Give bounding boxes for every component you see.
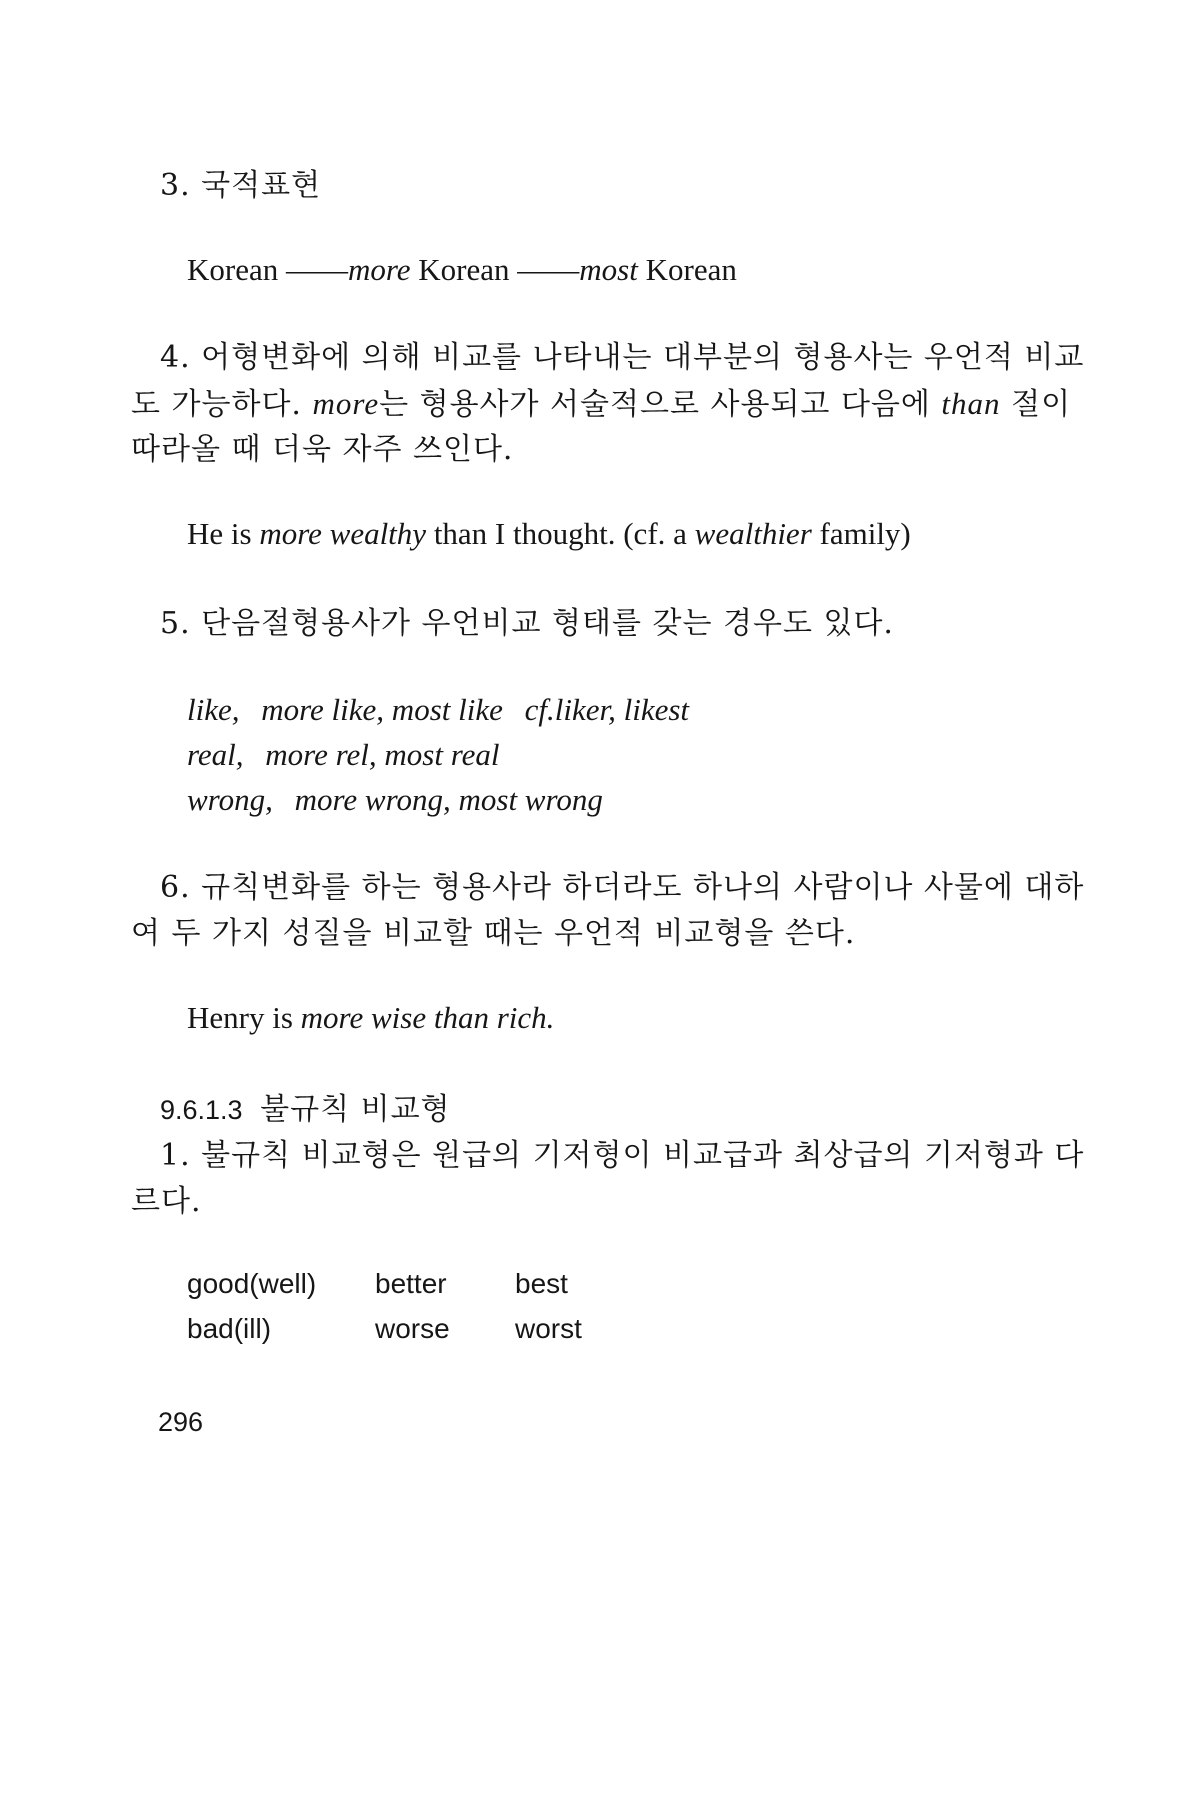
example-wealthy — [187, 514, 911, 554]
paragraph-irregular-text-2: 르다. — [131, 1184, 202, 1219]
em-dash-2: —— — [517, 252, 580, 287]
table-cell: worst — [515, 1313, 582, 1344]
example-like — [187, 690, 689, 730]
term-than: than — [941, 386, 1001, 421]
example-real-a: real, — [187, 737, 244, 772]
paragraph-4-line-3 — [131, 430, 513, 470]
paragraph-4-line-1 — [160, 338, 1084, 378]
heading-5-text: 5. 단음절형용사가 우언비교 형태를 갖는 경우도 있다. — [160, 606, 894, 641]
example-real — [187, 735, 500, 775]
table-cell: better — [375, 1268, 447, 1299]
paragraph-6-line-1 — [160, 868, 1084, 908]
heading-3 — [160, 166, 321, 206]
heading-5 — [160, 604, 894, 644]
paragraph-irregular-text-1: 1. 불규칙 비교형은 원급의 기저형이 비교급과 최상급의 기저형과 다 — [160, 1138, 1085, 1173]
example-wealthy-b: more wealthy — [259, 516, 427, 551]
example-wrong-a: wrong, — [187, 782, 273, 817]
paragraph-4-text-2c: 는 형용사가 서술적으로 사용되고 다음에 — [379, 387, 942, 422]
paragraph-6-text-2: 여 두 가지 성질을 비교할 때는 우언적 비교형을 쓴다. — [131, 916, 856, 951]
table-cell: good(well) — [187, 1268, 317, 1299]
example-wrong-b: more wrong, most wrong — [294, 782, 603, 817]
em-dash: —— — [285, 252, 348, 287]
heading-3-text: 3. 국적표현 — [160, 168, 322, 203]
example-like-c: cf.liker, likest — [524, 692, 690, 727]
paragraph-4-text-3: 따라올 때 더욱 자주 쓰인다. — [131, 432, 514, 467]
paragraph-6-line-2 — [131, 914, 855, 954]
example-word-korean-3: Korean — [637, 252, 737, 287]
paragraph-6-text-1: 6. 규칙변화를 하는 형용사라 하더라도 하나의 사람이나 사물에 대하 — [160, 870, 1085, 905]
example-henry-a: Henry is — [187, 1000, 301, 1035]
example-wrong — [187, 780, 603, 820]
example-like-a: like, — [187, 692, 240, 727]
example-real-b: more rel, most real — [265, 737, 500, 772]
example-wealthy-d: wealthier — [694, 516, 812, 551]
example-henry — [187, 998, 554, 1038]
example-henry-b: more wise than rich. — [300, 1000, 555, 1035]
example-wealthy-e: family) — [811, 516, 911, 551]
example-word-korean: Korean — [187, 252, 279, 287]
paragraph-4-text-2a: 도 가능하다. — [131, 387, 313, 422]
example-wealthy-a: He is — [187, 516, 260, 551]
paragraph-irregular-line-2 — [131, 1182, 202, 1222]
paragraph-4-text-2e: 절이 — [1000, 387, 1072, 422]
example-like-b: more like, most like — [261, 692, 503, 727]
table-cell: best — [515, 1268, 568, 1299]
example-wealthy-c: than I thought. (cf. a — [426, 516, 695, 551]
table-cell: worse — [375, 1313, 450, 1344]
example-word-most: most — [579, 252, 638, 287]
page-number: 296 — [158, 1407, 204, 1437]
paragraph-4-text-1: 4. 어형변화에 의해 비교를 나타내는 대부분의 형용사는 우언적 비교 — [160, 340, 1085, 375]
example-word-korean-2: Korean — [410, 252, 518, 287]
paragraph-irregular-line-1 — [160, 1136, 1084, 1176]
example-korean — [187, 250, 737, 290]
table-cell: bad(ill) — [187, 1313, 272, 1344]
section-heading — [160, 1090, 451, 1130]
section-number: 9.6.1.3 — [160, 1095, 243, 1125]
paragraph-4-line-2 — [131, 384, 1071, 425]
term-more: more — [312, 386, 380, 421]
example-word-more: more — [347, 252, 411, 287]
section-title: 불규칙 비교형 — [260, 1092, 451, 1127]
